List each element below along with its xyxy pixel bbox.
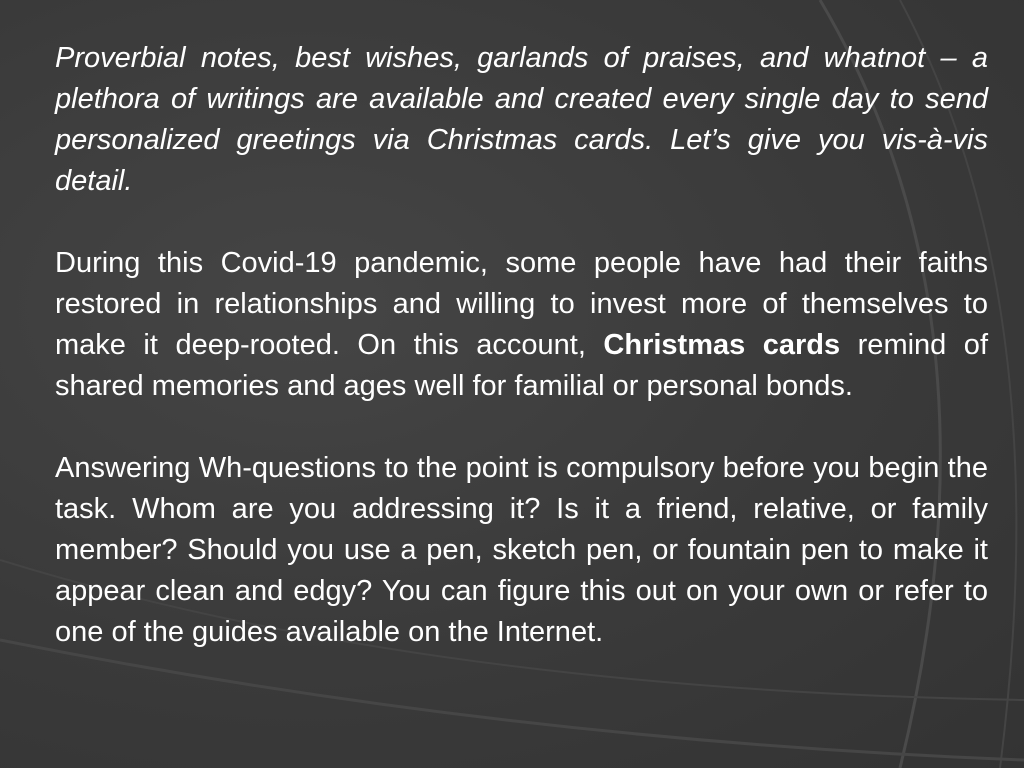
christmas-cards-emphasis: Christmas cards	[603, 329, 841, 361]
wh-questions-paragraph: Answering Wh-questions to the point is compulsory before you begin the task. Whom are you addressing it? Is it a friend, relative, or family member? Should you use a pen, sketch pen, or fountain pen to make it appear clean and edgy? You can figure this out on your own or refer to one of the guides available on the Internet.	[55, 452, 988, 648]
intro-paragraph: Proverbial notes, best wishes, garlands of praises, and whatnot – a plethora of writings are available and created every single day to send personalized greetings via Christmas cards. Let’s give you vis-à-vis detail.	[55, 42, 988, 197]
pandemic-paragraph-end: remind of shared memories and ages well for familial or personal bonds.	[55, 329, 988, 402]
pandemic-paragraph	[55, 243, 988, 407]
pandemic-paragraph-start: During this Covid-19 pandemic, some people have had their faiths restored in relationships and willing to invest more of themselves to make it deep-rooted. On this account,	[55, 247, 988, 361]
slide-text-body	[55, 38, 988, 694]
